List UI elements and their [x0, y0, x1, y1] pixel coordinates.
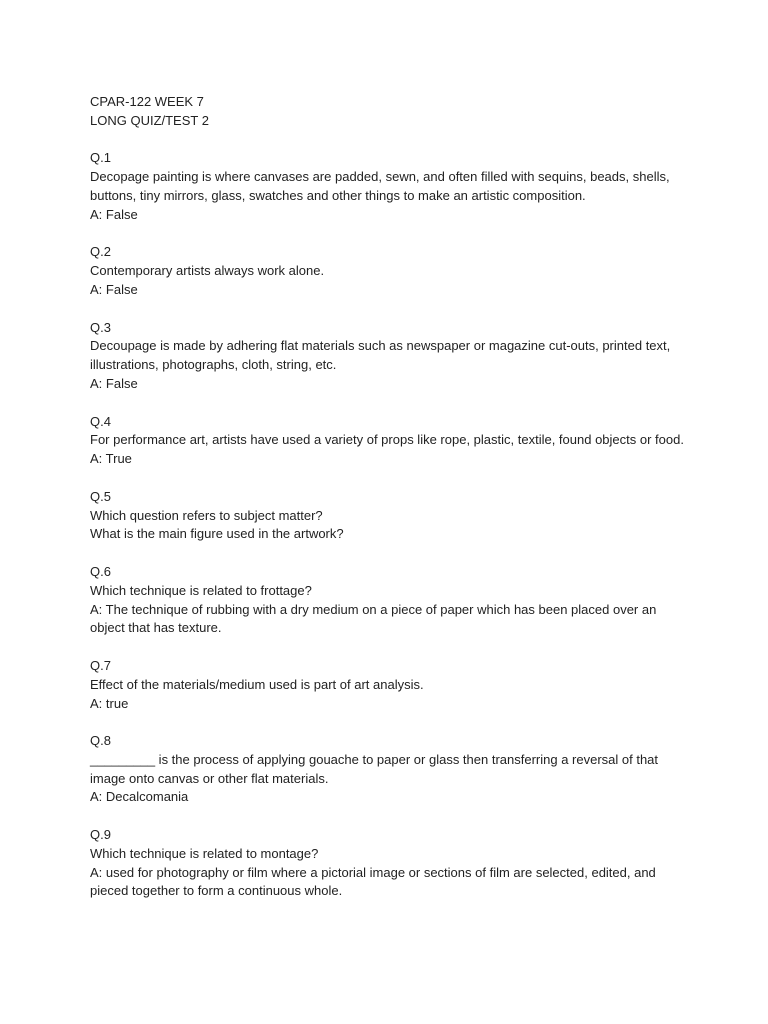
- quiz-title: LONG QUIZ/TEST 2: [90, 112, 209, 128]
- question-block-5: [90, 488, 690, 544]
- question-answer: A: used for photography or film where a pictorial image or sections of film are selected, edited, and pieced together to form a continuous whole.: [90, 864, 656, 899]
- question-block-9: [90, 826, 690, 901]
- question-block-8: [90, 732, 690, 807]
- question-number: Q.4: [90, 413, 111, 429]
- question-answer: A: True: [90, 451, 132, 467]
- question-text: Which technique is related to montage?: [90, 845, 319, 861]
- document-header: [90, 93, 690, 131]
- question-number: Q.1: [90, 150, 111, 166]
- question-text: Which question refers to subject matter?: [90, 507, 323, 523]
- question-block-4: [90, 413, 690, 469]
- question-answer: What is the main figure used in the artwork?: [90, 526, 344, 542]
- question-number: Q.9: [90, 827, 111, 843]
- question-answer: A: False: [90, 281, 138, 297]
- question-block-3: [90, 319, 690, 394]
- question-block-6: [90, 563, 690, 638]
- question-answer: A: False: [90, 375, 138, 391]
- question-number: Q.7: [90, 657, 111, 673]
- document-page: [90, 93, 690, 901]
- question-text: Decoupage is made by adhering flat materials such as newspaper or magazine cut-outs, printed text, illustrations, photographs, cloth, string, etc.: [90, 338, 671, 373]
- question-number: Q.6: [90, 563, 111, 579]
- question-answer: A: true: [90, 695, 129, 711]
- question-block-7: [90, 657, 690, 713]
- question-text: Effect of the materials/medium used is part of art analysis.: [90, 676, 424, 692]
- question-number: Q.3: [90, 319, 111, 335]
- question-number: Q.2: [90, 244, 111, 260]
- question-number: Q.5: [90, 488, 111, 504]
- question-answer: A: False: [90, 206, 138, 222]
- question-text: For performance art, artists have used a variety of props like rope, plastic, textile, found objects or food.: [90, 432, 684, 448]
- course-title: CPAR-122 WEEK 7: [90, 94, 204, 109]
- question-text: Contemporary artists always work alone.: [90, 263, 325, 279]
- question-text: Decopage painting is where canvases are padded, sewn, and often filled with sequins, beads, shells, buttons, tiny mirrors, glass, swatches and other things to make an artistic composition.: [90, 169, 670, 203]
- question-block-2: [90, 243, 690, 299]
- question-number: Q.8: [90, 733, 111, 749]
- question-text: _________ is the process of applying gouache to paper or glass then transferring a reversal of that image onto canvas or other flat materials.: [90, 751, 659, 786]
- question-answer: A: Decalcomania: [90, 789, 189, 805]
- question-text: Which technique is related to frottage?: [90, 582, 312, 598]
- question-answer: A: The technique of rubbing with a dry medium on a piece of paper which has been placed over an object that has texture.: [90, 601, 657, 636]
- question-block-1: [90, 149, 690, 224]
